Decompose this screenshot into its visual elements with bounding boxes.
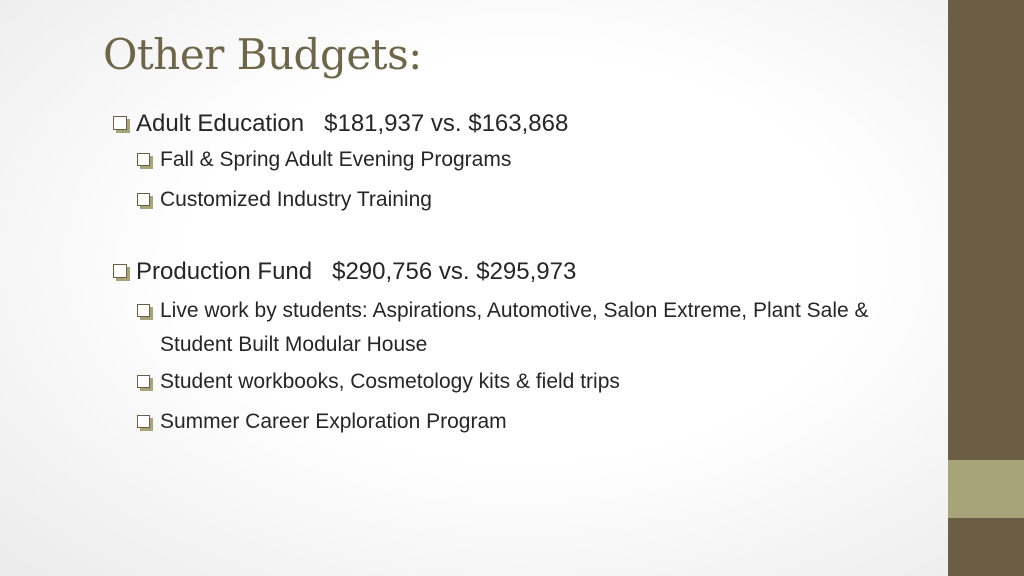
list-item-text: Fall & Spring Adult Evening Programs [160, 148, 512, 171]
list-item-text: Summer Career Exploration Program [160, 410, 507, 433]
list-item [110, 408, 910, 436]
section-heading-text: Production Fund $290,756 vs. $295,973 [136, 258, 577, 285]
list-item [110, 294, 884, 362]
list-item [110, 186, 910, 214]
list-item-text: Customized Industry Training [160, 188, 432, 211]
list-item-text: Live work by students: Aspirations, Automotive, Salon Extreme, Plant Sale & Student Built Modular House [160, 299, 869, 356]
slide-title: Other Budgets: [103, 30, 422, 79]
list-item [110, 368, 910, 396]
checkbox-square-icon [113, 116, 127, 130]
checkbox-square-icon [137, 153, 150, 166]
slide-content [110, 108, 910, 436]
checkbox-square-icon [137, 375, 150, 388]
checkbox-square-icon [137, 193, 150, 206]
sidebar-accent-block [948, 460, 1024, 518]
section-spacer [110, 214, 910, 244]
list-item-text: Student workbooks, Cosmetology kits & field trips [160, 370, 620, 393]
checkbox-square-icon [137, 415, 150, 428]
section-heading-production-fund [110, 256, 910, 288]
list-item [110, 146, 910, 174]
section-heading-adult-education [110, 108, 910, 140]
checkbox-square-icon [113, 264, 127, 278]
checkbox-square-icon [137, 304, 150, 317]
section-heading-text: Adult Education $181,937 vs. $163,868 [136, 110, 569, 137]
